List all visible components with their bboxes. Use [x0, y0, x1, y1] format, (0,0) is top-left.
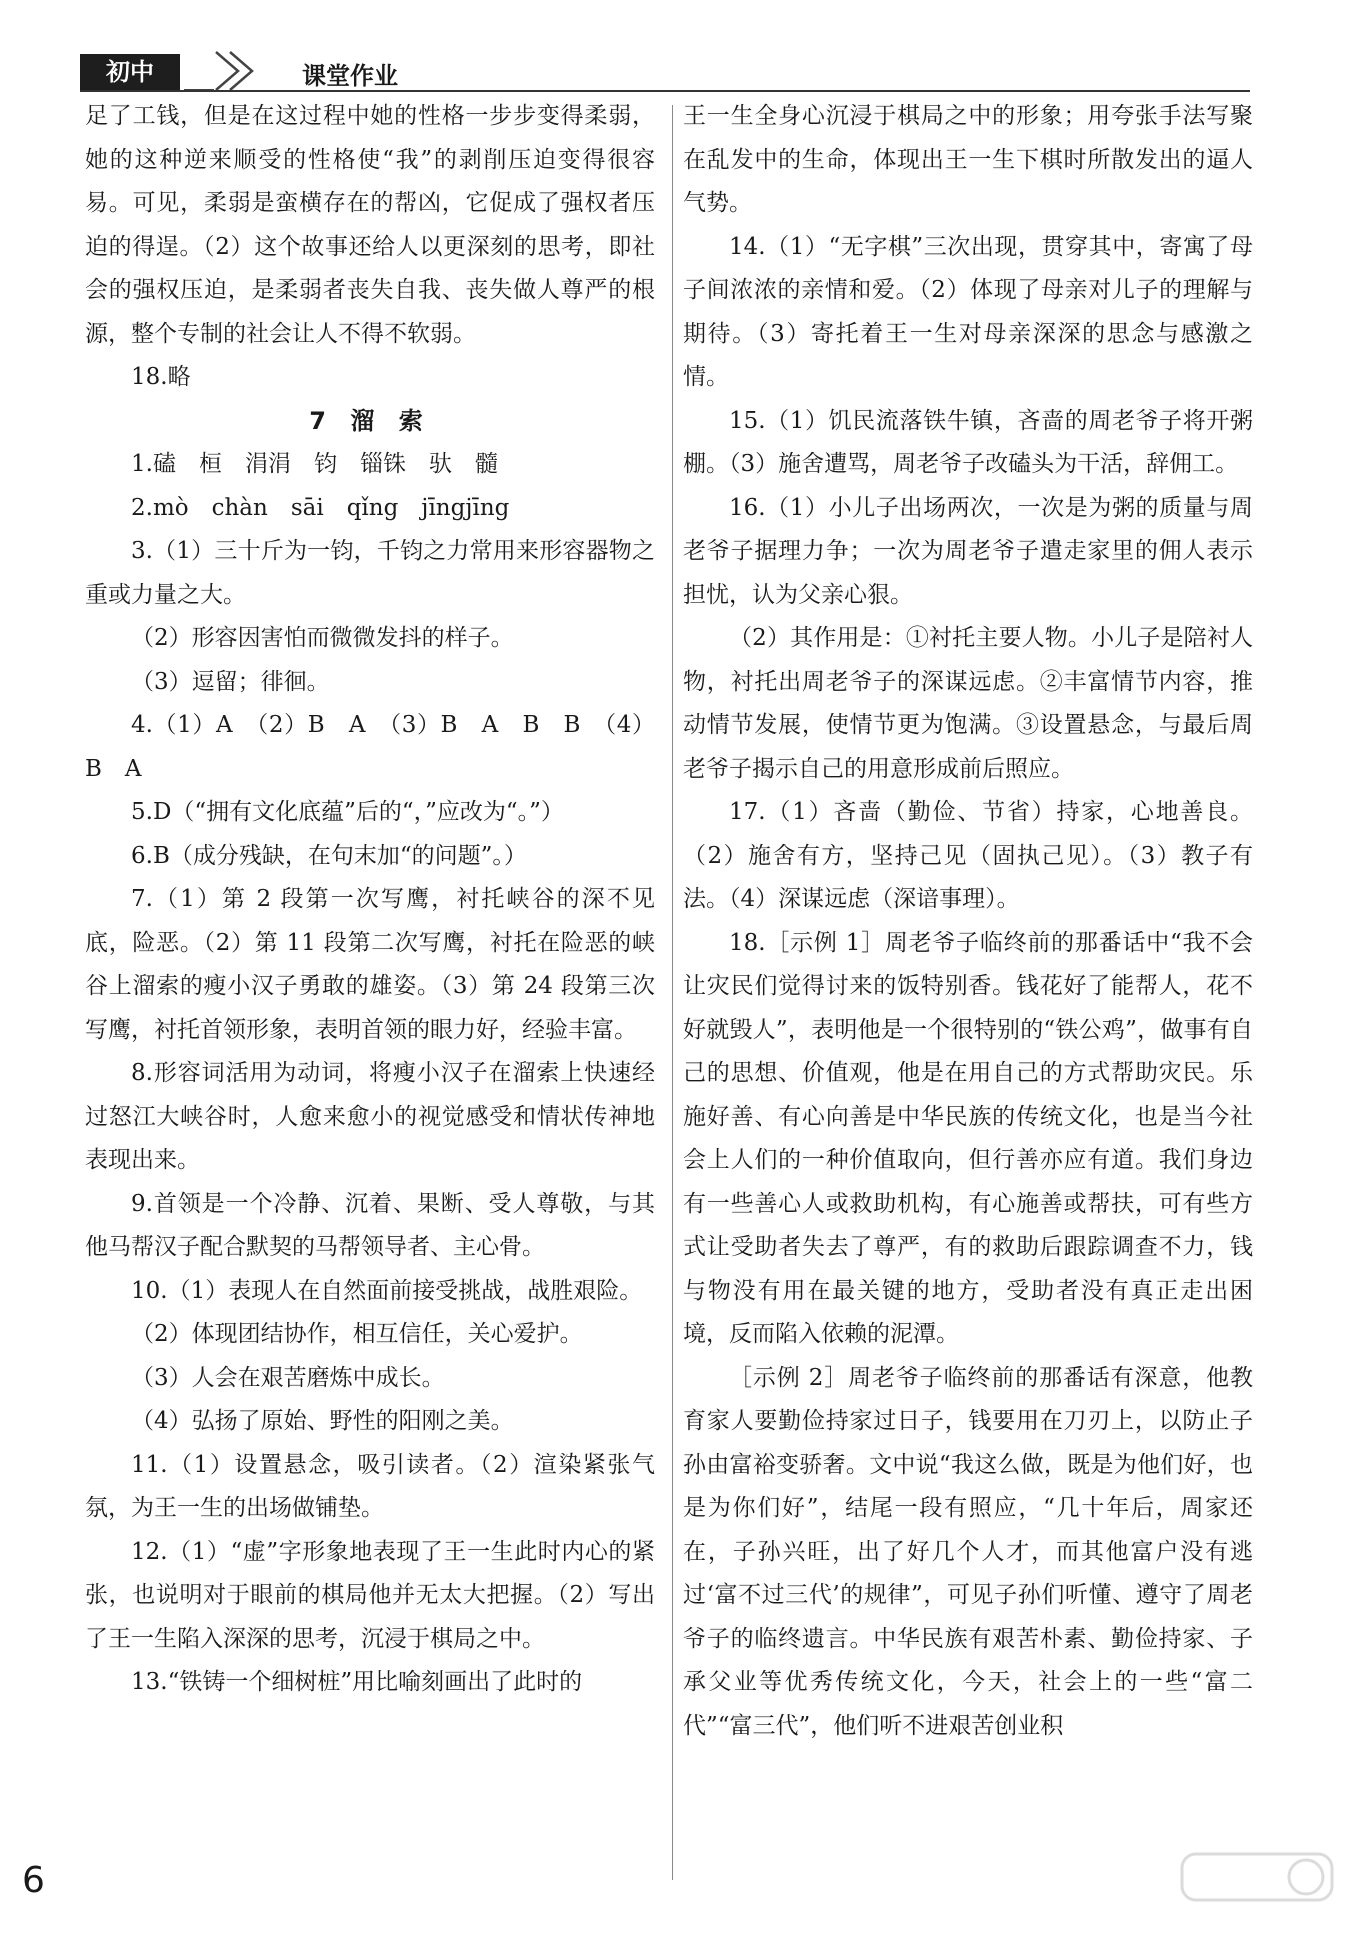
answer-paragraph: （2）体现团结协作，相互信任，关心爱护。 — [131, 1321, 583, 1347]
answer-paragraph: ［示例 2］周老爷子临终前的那番话有深意，他教育家人要勤俭持家过日子，钱要用在刀刃上，以防止子孙由富裕变骄奢。文中说“我这么做，既是为他们好，也是为你们好”，结尾一段有照应，“几十年后，周家还在，子孙兴旺，出了好几个人才，而其他富户没有逃过‘富不过三代’的规律”，可见子孙们听懂、遵守了周老爷子的临终遗言。中华民族有艰苦朴素、勤俭持家、子承父业等优秀传统文化，今天，社会上的一些“富二代”“富三代”，他们听不进艰苦创业积 — [683, 1364, 1253, 1739]
answer-paragraph: （3）人会在艰苦磨炼中成长。 — [131, 1364, 445, 1391]
answer-paragraph: 17.（1）吝啬（勤俭、节省）持家，心地善良。（2）施舍有方，坚持己见（固执己见）。（3）教子有法。（4）深谋远虑（深谙事理）。 — [683, 799, 1253, 912]
page-header — [80, 50, 1250, 92]
answer-paragraph: 15.（1）饥民流落铁牛镇，吝啬的周老爷子将开粥棚。（3）施舍遭骂，周老爷子改磕头为干活，辞佣工。 — [683, 407, 1253, 477]
answer-paragraph: 2.mò chàn sāi qǐng jīngjīng — [131, 494, 510, 521]
answer-paragraph: 10.（1）表现人在自然面前接受挑战，战胜艰险。 — [131, 1277, 643, 1304]
answer-paragraph: 12.（1）“虚”字形象地表现了王一生此时内心的紧张，也说明对于眼前的棋局他并无太大把握。（2）写出了王一生陷入深深的思考，沉浸于棋局之中。 — [85, 1538, 655, 1652]
answer-paragraph: （2）其作用是：①衬托主要人物。小儿子是陪衬人物，衬托出周老爷子的深谋远虑。②丰富情节内容，推动情节发展，使情节更为饱满。③设置悬念，与最后周老爷子揭示自己的用意形成前后照应。 — [683, 625, 1253, 782]
double-chevron-icon — [178, 50, 298, 92]
answer-paragraph: 5.D（“拥有文化底蕴”后的“，”应改为“。”） — [131, 799, 564, 825]
answer-paragraph: 7.（1）第 2 段第一次写鹰，衬托峡谷的深不见底，险恶。（2）第 11 段第二次写鹰，衬托在险恶的峡谷上溜索的瘦小汉子勇敢的雄姿。（3）第 24 段第三次写鹰，衬托首领形象，表明首领的眼力好，经验丰富。 — [85, 886, 655, 1043]
header-title: 课堂作业 — [302, 62, 398, 90]
answer-paragraph: （4）弘扬了原始、野性的阳刚之美。 — [131, 1408, 514, 1434]
answer-paragraph: 13.“铁铸一个细树桩”用比喻刻画出了此时的 — [131, 1669, 583, 1695]
answer-paragraph: 3.（1）三十斤为一钧，千钧之力常用来形容器物之重或力量之大。 — [85, 538, 655, 608]
header-rule — [80, 90, 1250, 92]
answer-paragraph: 4.（1）A （2）B A （3）B A B B （4）B A — [85, 712, 655, 782]
answer-paragraph: 1.磕 桓 涓涓 钧 锱铢 驮 髓 — [131, 451, 498, 477]
answer-paragraph: 足了工钱，但是在这过程中她的性格一步步变得柔弱，她的这种逆来顺受的性格使“我”的剥削压迫变得很容易。可见，柔弱是蛮横存在的帮凶，它促成了强权者压迫的得逞。（2）这个故事还给人以更深刻的思考，即社会的强权压迫，是柔弱者丧失自我、丧失做人尊严的根源，整个专制的社会让人不得不软弱。 — [85, 103, 655, 347]
header-tag: 初中 — [80, 54, 180, 90]
answer-paragraph: 11.（1）设置悬念，吸引读者。（2）渲染紧张气氛，为王一生的出场做铺垫。 — [85, 1451, 655, 1521]
column-divider — [672, 105, 673, 1880]
answer-paragraph: 8.形容词活用为动词，将瘦小汉子在溜索上快速经过怒江大峡谷时，人愈来愈小的视觉感受和情状传神地表现出来。 — [85, 1060, 655, 1173]
answer-paragraph: 9.首领是一个冷静、沉着、果断、受人尊敬，与其他马帮汉子配合默契的马帮领导者、主心骨。 — [85, 1190, 655, 1260]
section-title: 7 溜 索 — [309, 406, 431, 435]
answer-paragraph: 18.［示例 1］周老爷子临终前的那番话中“我不会让灾民们觉得讨来的饭特别香。钱花好了能帮人，花不好就毁人”，表明他是一个很特别的“铁公鸡”，做事有自己的思想、价值观，他是在用自己的方式帮助灾民。乐施好善、有心向善是中华民族的传统文化，也是当今社会上人们的一种价值取向，但行善亦应有道。我们身边有一些善心人或救助机构，有心施善或帮扶，可有些方式让受助者失去了尊严，有的救助后跟踪调查不力，钱与物没有用在最关键的地方，受助者没有真正走出困境，反而陷入依赖的泥潭。 — [683, 929, 1253, 1347]
right-column — [683, 95, 1253, 1748]
answer-paragraph: 14.（1）“无字棋”三次出现，贯穿其中，寄寓了母子间浓浓的亲情和爱。（2）体现了母亲对儿子的理解与期待。（3）寄托着王一生对母亲深深的思念与感激之情。 — [683, 233, 1253, 390]
answer-paragraph: 18.略 — [131, 364, 191, 390]
answer-paragraph: 王一生全身心沉浸于棋局之中的形象；用夸张手法写聚在乱发中的生命，体现出王一生下棋时所散发出的逼人气势。 — [683, 103, 1253, 216]
answer-paragraph: 16.（1）小儿子出场两次，一次是为粥的质量与周老爷子据理力争；一次为周老爷子遣走家里的佣人表示担忧，认为父亲心狠。 — [683, 494, 1253, 608]
answer-paragraph: （2）形容因害怕而微微发抖的样子。 — [131, 625, 514, 651]
page-number: 6 — [22, 1860, 45, 1901]
answer-paragraph: （3）逗留；徘徊。 — [131, 668, 330, 695]
watermark-logo — [1178, 1850, 1343, 1930]
answer-paragraph: 6.B（成分残缺，在句末加“的问题”。） — [131, 842, 527, 869]
left-column — [85, 95, 655, 1705]
